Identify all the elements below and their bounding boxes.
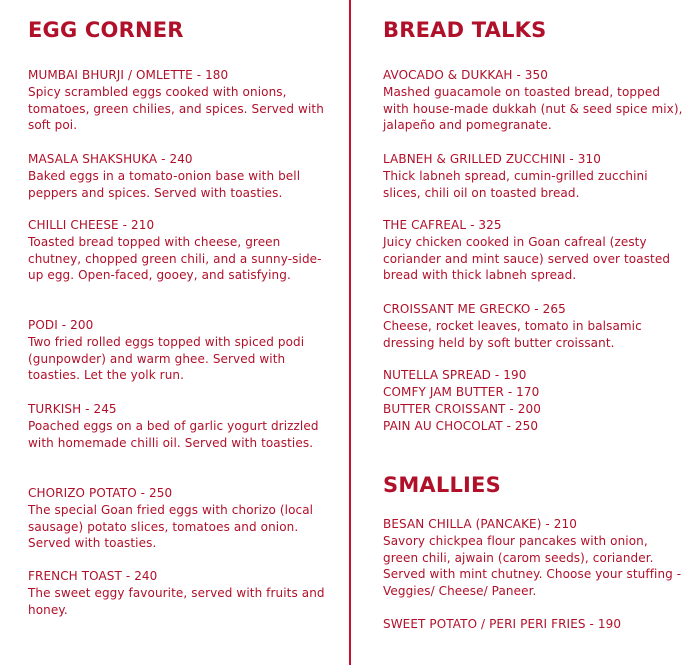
menu-item <box>383 217 683 284</box>
column-divider <box>349 0 351 665</box>
menu-item-title: CROISSANT ME GRECKO - 265 <box>383 302 566 316</box>
menu-item <box>383 616 683 633</box>
section-heading-smallies: SMALLIES <box>383 473 501 497</box>
menu-item-simple: COMFY JAM BUTTER - 170 <box>383 385 540 399</box>
menu-item-description: Savory chickpea flour pancakes with onion, green chili, ajwain (carom seeds), coriander. Served with mint chutney. Choose your stuffing - Veggies/ Cheese/ Paneer. <box>383 533 682 599</box>
menu-item-simple: PAIN AU CHOCOLAT - 250 <box>383 419 539 433</box>
menu-item-title: MASALA SHAKSHUKA - 240 <box>28 152 193 166</box>
menu-item-description: Baked eggs in a tomato-onion base with bell peppers and spices. Served with toasties. <box>28 168 301 200</box>
menu-item-title: MUMBAI BHURJI / OMLETTE - 180 <box>28 68 229 82</box>
menu-item-title: CHORIZO POTATO - 250 <box>28 486 173 500</box>
menu-item <box>383 151 683 201</box>
menu-item <box>383 516 683 600</box>
menu-item-title: PODI - 200 <box>28 318 94 332</box>
menu-item-title: THE CAFREAL - 325 <box>383 218 502 232</box>
menu-item-description: The sweet eggy favourite, served with fruits and honey. <box>28 585 325 617</box>
menu-item-title: BESAN CHILLA (PANCAKE) - 210 <box>383 517 577 531</box>
menu-item-title: FRENCH TOAST - 240 <box>28 569 158 583</box>
section-heading-bread-talks: BREAD TALKS <box>383 18 547 42</box>
section-heading-egg-corner: EGG CORNER <box>28 18 184 42</box>
menu-item-simple: NUTELLA SPREAD - 190 <box>383 368 527 382</box>
menu-item-description: The special Goan fried eggs with chorizo (local sausage) potato slices, tomatoes and onion. Served with toasties. <box>28 502 314 551</box>
menu-item-description: Spicy scrambled eggs cooked with onions, tomatoes, green chilies, and spices. Served with soft poi. <box>28 84 324 133</box>
menu-item <box>28 151 328 201</box>
menu-item-description: Toasted bread topped with cheese, green chutney, chopped green chili, and a sunny-side-up egg. Open-faced, gooey, and satisfying. <box>28 234 322 283</box>
menu-item <box>383 301 683 351</box>
menu-item <box>28 67 328 134</box>
menu-item <box>28 568 328 618</box>
menu-item-simple: BUTTER CROISSANT - 200 <box>383 402 541 416</box>
menu-item-title: LABNEH & GRILLED ZUCCHINI - 310 <box>383 152 601 166</box>
menu-item-title: SWEET POTATO / PERI PERI FRIES - 190 <box>383 617 622 631</box>
menu-item-title: CHILLI CHEESE - 210 <box>28 218 155 232</box>
menu-item-description: Mashed guacamole on toasted bread, topped with house-made dukkah (nut & seed spice mix), jalapeño and pomegranate. <box>383 84 683 133</box>
menu-item <box>28 485 328 552</box>
menu-item-description: Juicy chicken cooked in Goan cafreal (zesty coriander and mint sauce) served over toasted bread with thick labneh spread. <box>383 234 671 283</box>
menu-item-description: Poached eggs on a bed of garlic yogurt drizzled with homemade chilli oil. Served with toasties. <box>28 418 319 450</box>
menu-item-title: TURKISH - 245 <box>28 402 117 416</box>
menu-item <box>383 67 683 134</box>
menu-item-description: Thick labneh spread, cumin-grilled zucchini slices, chili oil on toasted bread. <box>383 168 648 200</box>
menu-item <box>28 401 328 451</box>
menu-item <box>28 317 328 384</box>
menu-item-title: AVOCADO & DUKKAH - 350 <box>383 68 548 82</box>
menu-item-description: Cheese, rocket leaves, tomato in balsamic dressing held by soft butter croissant. <box>383 318 642 350</box>
menu-item <box>28 217 328 284</box>
menu-item-description: Two fried rolled eggs topped with spiced podi (gunpowder) and warm ghee. Served with toasties. Let the yolk run. <box>28 334 305 383</box>
